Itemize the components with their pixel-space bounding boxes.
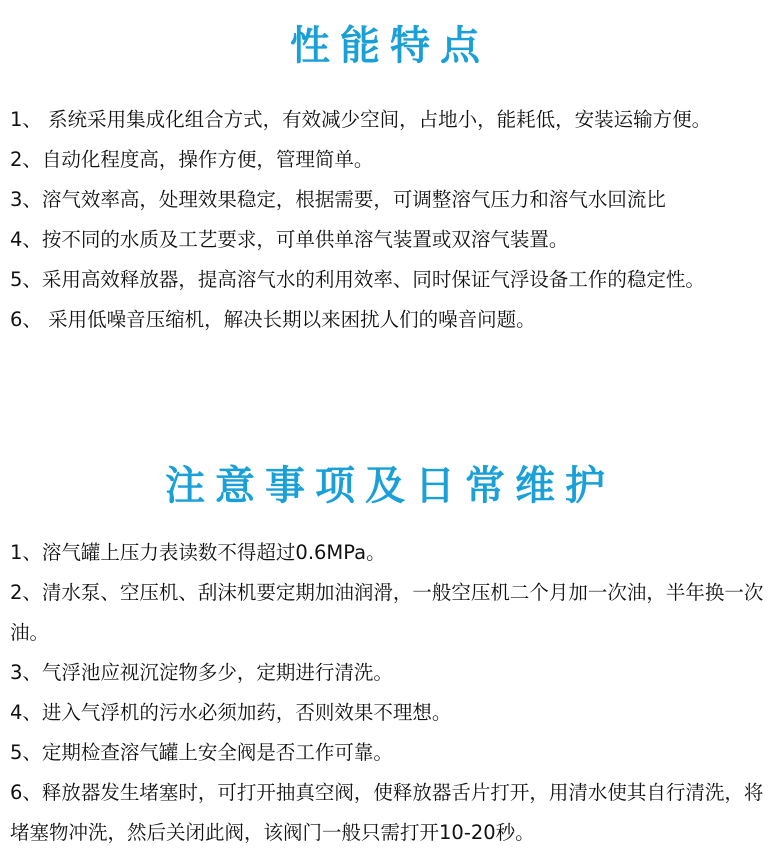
list-item: 3、气浮池应视沉淀物多少，定期进行清洗。 (10, 661, 393, 684)
list-item: 5、定期检查溶气罐上安全阀是否工作可靠。 (10, 741, 393, 764)
list-item: 2、自动化程度高，操作方便，管理简单。 (10, 148, 374, 171)
maintenance-list (10, 533, 772, 853)
list-item: 4、进入气浮机的污水必须加药，否则效果不理想。 (10, 701, 452, 724)
list-item: 5、采用高效释放器，提高溶气水的利用效率、同时保证气浮设备工作的稳定性。 (10, 268, 705, 291)
list-item: 6、释放器发生堵塞时，可打开抽真空阀，使释放器舌片打开，用清水使其自行清洗，将堵塞物冲洗，然后关闭此阀，该阀门一般只需打开10-20秒。 (10, 781, 764, 844)
section-title-maintenance: 注意事项及日常维护 (165, 462, 615, 509)
list-item: 1、 系统采用集成化组合方式，有效减少空间，占地小，能耗低，安装运输方便。 (10, 108, 712, 131)
list-item: 1、溶气罐上压力表读数不得超过0.6MPa。 (10, 541, 386, 564)
section-title-features: 性能特点 (290, 22, 490, 69)
list-item: 6、 采用低噪音压缩机，解决长期以来困扰人们的噪音问题。 (10, 308, 536, 331)
features-list (10, 100, 772, 340)
list-item: 3、溶气效率高，处理效果稳定，根据需要，可调整溶气压力和溶气水回流比 (10, 188, 666, 211)
list-item: 4、按不同的水质及工艺要求，可单供单溶气装置或双溶气装置。 (10, 228, 569, 251)
list-item: 2、清水泵、空压机、刮沫机要定期加油润滑，一般空压机二个月加一次油，半年换一次油。 (10, 581, 764, 644)
